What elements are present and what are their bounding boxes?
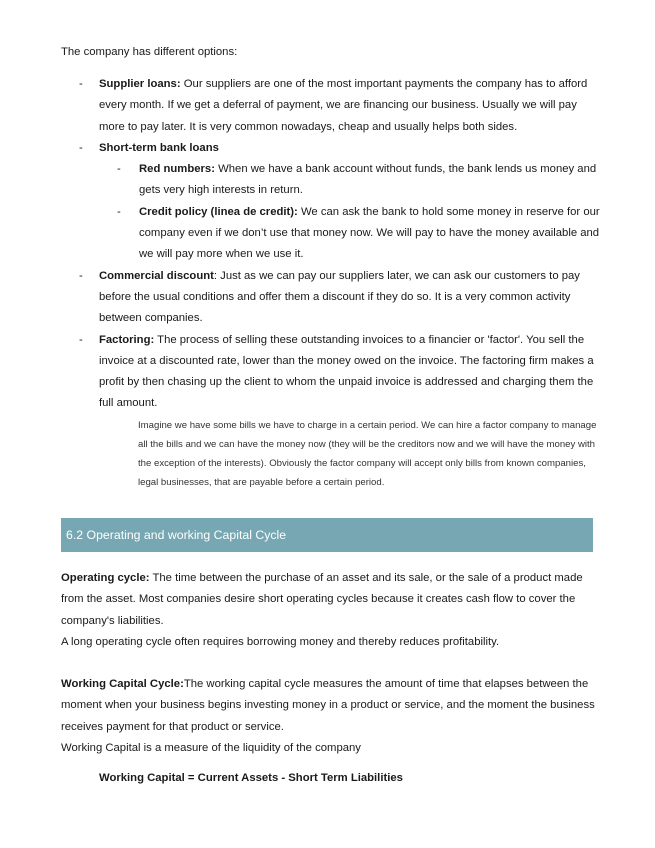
working-capital-cycle-text: The working capital cycle measures the amount of time that elapses between the moment when your business begins investing money in a product or service, and the moment the business receives payment for that product or service. bbox=[61, 678, 595, 733]
factoring-text: The process of selling these outstanding invoices to a financier or 'factor'. You sell the invoice at a discounted rate, lower than the money owed on the invoice. The factoring firm makes a profit by then chasing up the client to whom the unpaid invoice is addressed and charging them the full amount. bbox=[99, 333, 594, 410]
bullet-dash: - bbox=[117, 205, 121, 218]
red-numbers-text: When we have a bank account without funds, the bank lends us money and gets very high interests in return. bbox=[139, 163, 597, 197]
working-capital-formula: Working Capital = Current Assets - Short Term Liabilities bbox=[99, 772, 403, 784]
list-item-short-term-bank-loans bbox=[61, 138, 601, 159]
operating-cycle-paragraph bbox=[61, 568, 601, 653]
list-item-supplier-loans bbox=[61, 74, 601, 138]
operating-cycle-text: The time between the purchase of an asset and its sale, or the sale of a product made from the asset. Most companies desire short operating cycles because it creates cash flow to cover the company's liabilities. bbox=[61, 572, 583, 627]
bank-loans-sublist bbox=[61, 159, 601, 265]
term-factoring: Factoring: bbox=[99, 333, 155, 346]
operating-cycle-extra: A long operating cycle often requires borrowing money and thereby reduces profitability. bbox=[61, 635, 500, 648]
term-supplier-loans: Supplier loans: bbox=[99, 78, 181, 90]
intro-text: The company has different options: bbox=[61, 46, 238, 58]
factoring-example-note: Imagine we have some bills we have to charge in a certain period. We can hire a factor company to manage all the bills and we can have the money now (they will be the creditors now and we will have the money with the exception of the interests). Obviously the factor company will accept only bills from known companies, legal businesses, that are payable before a certain period. bbox=[138, 419, 597, 488]
bullet-dash: - bbox=[79, 269, 83, 282]
bullet-dash: - bbox=[79, 78, 83, 90]
term-short-term-bank-loans: Short-term bank loans bbox=[99, 141, 219, 154]
section-title: 6.2 Operating and working Capital Cycle bbox=[66, 528, 287, 542]
bullet-dash: - bbox=[79, 333, 83, 346]
term-red-numbers: Red numbers: bbox=[139, 163, 215, 176]
working-capital-cycle-paragraph bbox=[61, 674, 601, 759]
list-item-credit-policy bbox=[61, 202, 601, 266]
supplier-loans-text: Our suppliers are one of the most important payments the company has to afford every month. If we get a deferral of payment, we are financing our business. Usually we will pay more to pay later. It is very common nowadays, cheap and usually helps both sides. bbox=[99, 78, 588, 133]
list-item-red-numbers bbox=[61, 159, 601, 202]
bullet-dash: - bbox=[79, 141, 83, 154]
term-operating-cycle: Operating cycle: bbox=[61, 572, 150, 584]
term-credit-policy: Credit policy (linea de credit): bbox=[139, 205, 298, 218]
working-capital-extra: Working Capital is a measure of the liquidity of the company bbox=[61, 741, 361, 754]
financing-options-list bbox=[61, 74, 601, 492]
term-commercial-discount: Commercial discount bbox=[99, 269, 214, 282]
section-heading-bar bbox=[61, 518, 593, 552]
credit-policy-text: We can ask the bank to hold some money in reserve for our company even if we don’t use that money now. We will pay to have the money available and we will pay more when we use it. bbox=[139, 205, 600, 261]
bullet-dash: - bbox=[117, 163, 121, 176]
list-item-factoring bbox=[61, 330, 601, 415]
list-item-commercial-discount bbox=[61, 266, 601, 330]
commercial-discount-text: : Just as we can pay our suppliers later, we can ask our customers to pay before the usual conditions and offer them a discount if they do so. It is a very common activity between companies. bbox=[99, 269, 580, 325]
term-working-capital-cycle: Working Capital Cycle: bbox=[61, 678, 184, 690]
